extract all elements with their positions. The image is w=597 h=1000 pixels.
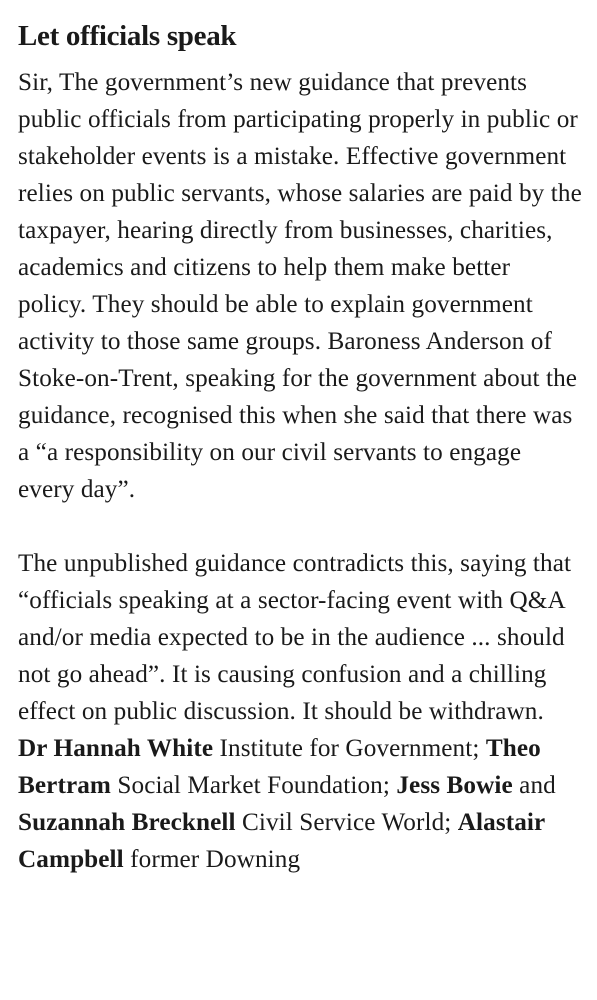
letter-headline: Let officials speak: [18, 20, 237, 52]
signatory-name: Theo Bertram: [18, 735, 541, 799]
signatory-name: Jess Bowie: [396, 772, 513, 799]
signatory-name: Dr Hannah White: [18, 735, 214, 762]
signatory-affiliation: Civil Service World;: [235, 809, 458, 836]
letter-paragraph: [18, 545, 583, 878]
letter-paragraph-text: The unpublished guidance contradicts this, saying that “officials speaking at a sector-facing event with Q&A and/or media expected to be in the audience ... should not go ahead”. It is causing confusion and a chilling effect on public discussion. It should be withdrawn.: [18, 550, 572, 725]
signatory-affiliation: Social Market Foundation;: [111, 772, 397, 799]
signatory-affiliation: former Downing: [123, 846, 301, 873]
signatory-affiliation: and: [512, 772, 556, 799]
signatories: [18, 735, 556, 873]
letter-paragraph: Sir, The government’s new guidance that prevents public officials from participating properly in public or stakeholder events is a mistake. Effective government relies on public servants, whose salaries are paid by the taxpayer, hearing directly from businesses, charities, academics and citizens to help them make better policy. They should be able to explain government activity to those same groups. Baroness Anderson of Stoke-on-Trent, speaking for the government about the guidance, recognised this when she said that there was a “a responsibility on our civil servants to engage every day”.: [18, 69, 582, 503]
signatory-name: Alastair Campbell: [18, 809, 545, 873]
signatory-affiliation: Institute for Government;: [213, 735, 486, 762]
signatory-name: Suzannah Brecknell: [18, 809, 236, 836]
